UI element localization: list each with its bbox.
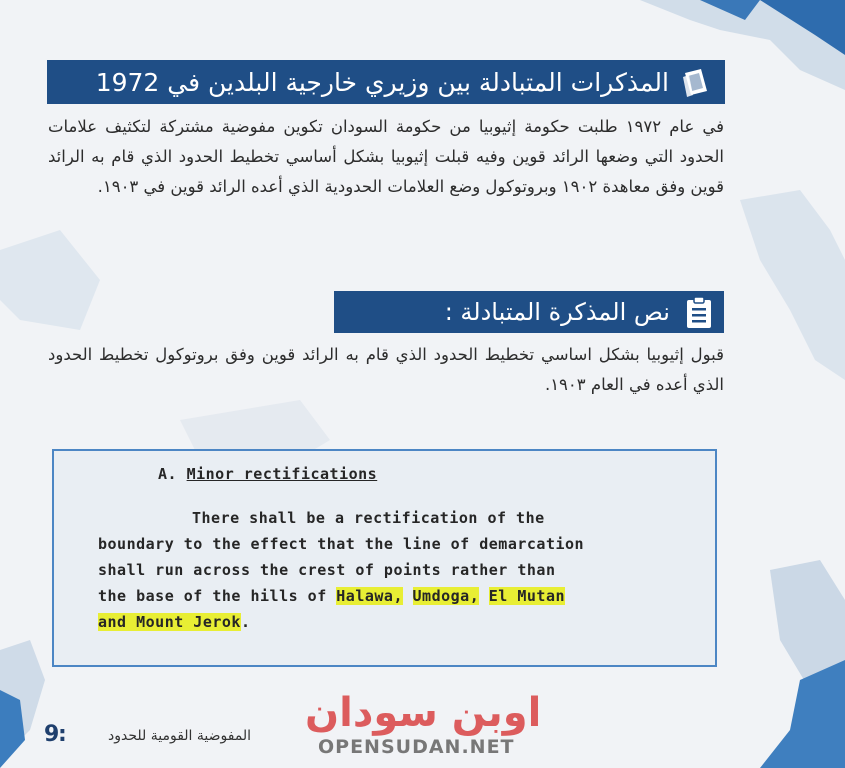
subsection-title-bar (334, 291, 724, 333)
document-line-5 (98, 613, 251, 631)
documents-icon (679, 65, 713, 99)
subsection-title: نص المذكرة المتبادلة : (444, 298, 670, 326)
section-title: المذكرات المتبادلة بين وزيري خارجية البلدين في 1972 (95, 67, 669, 97)
watermark-latin: OPENSUDAN.NET (318, 736, 515, 758)
highlighted-place-el-mutan: El Mutan (488, 587, 566, 605)
document-heading (158, 465, 377, 483)
document-line-3: shall run across the crest of points rather than (98, 561, 556, 579)
clipboard-icon (684, 295, 714, 329)
watermark-arabic: اوبن سودان (305, 690, 542, 736)
document-line-1: There shall be a rectification of the (192, 509, 545, 527)
highlighted-place-mount-jerok: and Mount Jerok (98, 613, 241, 631)
section-body-paragraph: في عام ١٩٧٢ طلبت حكومة إثيوبيا من حكومة السودان تكوين مفوضية مشتركة لتكثيف علامات الحدود التي وضعها الرائد قوين وفيه قبلت إثيوبيا بشكل أساسي تخطيط الحدود الذي قام به الرائد قوين وفق معاهدة ١٩٠٢ وبروتوكول وضع العلامات الحدودية الذي أعده الرائد قوين في ١٩٠٣. (48, 117, 725, 196)
highlighted-place-halawa: Halawa, (336, 587, 403, 605)
document-heading-text: Minor rectifications (186, 465, 378, 483)
page-number-dots-icon: : (58, 722, 67, 747)
page-number: 9 (44, 722, 60, 747)
document-line-4 (98, 587, 565, 605)
footer-organization-name: المفوضية القومية للحدود (108, 728, 252, 744)
section-title-bar (47, 60, 725, 104)
memo-text-paragraph: قبول إثيوبيا بشكل اساسي تخطيط الحدود الذي قام به الرائد قوين وفق بروتوكول تخطيط الحدود الذي أعده في العام ١٩٠٣. (48, 345, 724, 394)
document-heading-letter: A. (158, 465, 178, 483)
document-line-2: boundary to the effect that the line of demarcation (98, 535, 585, 553)
document-line-4-prefix: the base of the hills of (98, 587, 337, 605)
scanned-document-excerpt (52, 449, 717, 667)
document-line-5-end: . (240, 613, 251, 631)
highlighted-place-umdoga: Umdoga, (412, 587, 480, 605)
